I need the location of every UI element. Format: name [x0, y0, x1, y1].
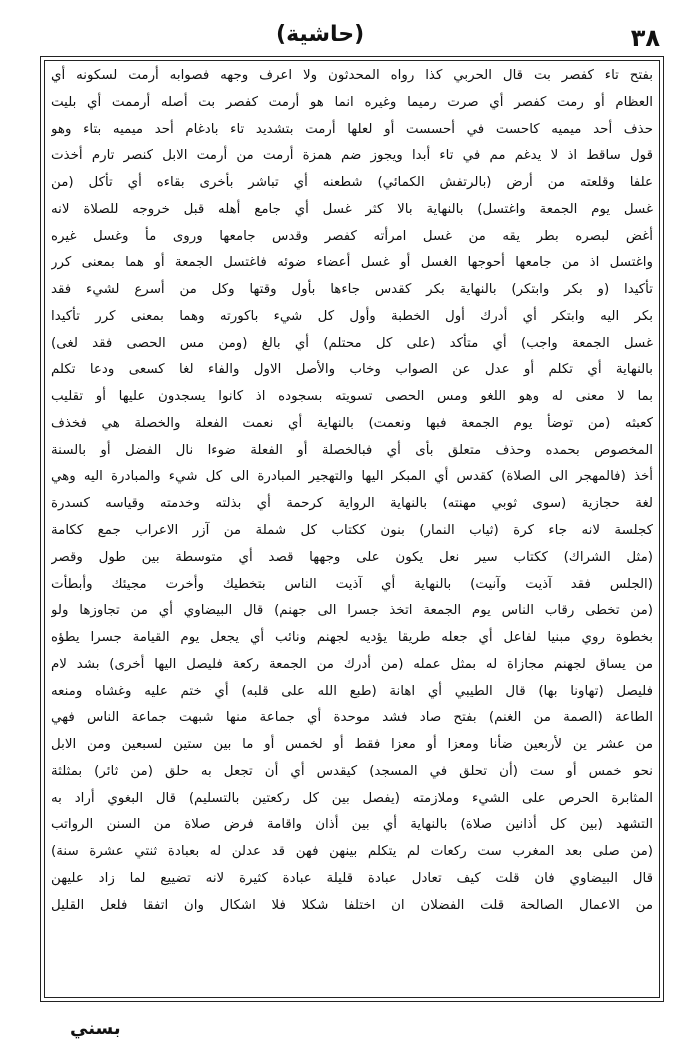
text-line: كعبثه (من توضأ يوم الجمعة فبها ونعمت) بالنهاية أي نعمت الفعلة والخصلة هي فخذف [51, 415, 653, 431]
text-line: أخذ (فالمهجر الى الصلاة) كقدس أي المبكر اليها والتهجير المبادرة الى كل شيء والمبادرة اليه وهي [51, 469, 653, 485]
text-line: كجلسة لانه جاء كرة (ثياب النمار) بنون ككتاب كل شملة من آزر الاعراب جمع ككامة [51, 523, 653, 539]
text-line: فليصل (تهاونا بها) قال الطيبي أي اهانة (طبع الله على قلبه) أي ختم عليه وغشاه ومنعه [51, 683, 653, 699]
text-line: بما لا معنى له وهو اللغو ومس الحصى تسويته بسجوده اذ كانوا يسجدون عليها أو تقليب [51, 389, 653, 405]
text-line: قال البيضاوي فان قلت كيف تعادل عبادة قليلة عبادة كثيرة لانه تضييع لما زاد عليهن [51, 870, 653, 886]
text-line: بخطوة روي مبنيا لفاعل أي جعله طريقا يؤديه لجهنم ونائب أي يجعل يوم القيامة جسرا يطؤه [51, 630, 653, 646]
text-line: تأكيدا (و بكر وابتكر) بالنهاية بكر كقدس جاءها بأول وقتها وكل من أسرع لشيء فقد [51, 282, 653, 298]
text-line: بالنهاية أي تكلم أو عدل عن الصواب وخاب والأصل الاول والفاء لغا كسعى ودعا تكلم [51, 362, 653, 378]
text-line: العظام أو رمت كفصر أي صرت رميما وغيره انما هو أرمت كفصر بت أصله أرممت أي بليت [51, 94, 653, 110]
text-line: المثابرة الحرص على الشيء وملازمته (يفصل بين كل ركعتين بالتسليم) قال البغوي أراد به [51, 790, 653, 806]
running-title: (حاشية) [276, 22, 365, 47]
text-line: لغة حجازية (سوى ثوبي مهنته) بالنهاية الرواية كرحمة أي بذلته وخدمته وقياسه كسدرة [51, 496, 653, 512]
text-line: المخصوص بحمده وحذف متعلق بأى أي فبالخصلة أو الفعلة ضوءا نال الفضل أو بالسنة [51, 442, 653, 458]
text-block [44, 60, 660, 998]
text-line: التشهد (بين كل أذانين صلاة) بالنهاية أي بين أذان واقامة فرض صلاة من السنن الرواتب [51, 817, 653, 833]
text-line: واغتسل اذ من جامعها أحوجها الغسل أو غسل أعضاء ضوئه فاغتسل الجمعة أو هما بمعنى كرر [51, 255, 653, 271]
page-header [40, 18, 660, 58]
text-line: غسل يوم الجمعة واغتسل) بالنهاية بالا كثر غسل أي جامع أهله قبل خروجه للصلاة لانه [51, 201, 653, 217]
text-line: الطاعة (الصمة من الغنم) بفتح صاد فشد موحدة أي جماعة منها شبهت جماعة الناس فهي [51, 710, 653, 726]
text-line: (مثل الشراك) ككتاب سير نعل يكون على وجهها قصد أي متوسطة بين طول وقصر [51, 549, 653, 565]
text-line: بكر اليه وابتكر أي أدرك أول الخطبة وأول كل شيء باكورته وهما بمعنى كرر تأكيدا [51, 308, 653, 324]
text-line: غسل الجمعة واجب) أي متأكد (على كل محتلم) أي بالغ (ومن مس الحصى فقد لغى) [51, 335, 653, 351]
text-line: حذف أحد ميميه كاحست في أحسست أو لعلها أرمت بتشديد تاء بادغام أحد ميميه بتاء وهو [51, 121, 653, 137]
text-line: من عشر ين لأربعين ضأنا ومعزا أو معزا فقط أو لخمس أو ما بين ستين لسبعين ومن الابل [51, 737, 653, 753]
left-margin [0, 56, 40, 1002]
text-line: (الجلس فقد آذيت وآنيت) بالنهاية أي آذيت الناس بتخطيك وأخرت مجيئك وأبطأت [51, 576, 653, 592]
text-line: علفا وقلعته من أرض (بالرتفش الكمائي) شطعنه أي تباشر بأخرى بقاءه أي تأكل (من [51, 175, 653, 191]
text-line: (من تخطى رقاب الناس يوم الجمعة اتخذ جسرا الى جهنم) قال البيضاوي أي من تجاوزها ولو [51, 603, 653, 619]
text-line: أغض لبصره بطر يقه من غسل امرأته كفصر وقدس جامعها وروى مأ وغسل غيره [51, 228, 653, 244]
text-line: من الاعمال الصالحة قلت الفضلان ان اختلفا شكلا فلا اشكال وان اتفقا فلعل القليل [51, 897, 653, 913]
page-number: ٣٨ [630, 24, 660, 52]
text-line: قول ساقط اذ لا يدغم مم في تاء أبدا ويجوز ضم همزة أرمت من أرمت الابل كنصر تارم أخذت [51, 148, 653, 164]
text-line: (من صلى بعد المغرب ست ركعات لم يتكلم بينهن فهن قد عدلن له بعبادة ثنتي عشرة سنة) [51, 844, 653, 860]
catchword: بسني [70, 1018, 121, 1039]
text-line: بفتح تاء كفصر بت قال الحربي كذا رواه المحدثون ولا اعرف وجهه فصوابه أرمت لسكونه أي [51, 68, 653, 83]
text-line: نحو خمس أو ست (أن تحلق في المسجد) كيقدس أي أن تجعل به حلق (من ثائر) بمثلثة [51, 763, 653, 779]
text-line: من يساق لجهنم مجازاة له بمثل عمله (من أدرك من الجمعة ركعة فليصل اليها أخرى) بشد لام [51, 656, 653, 672]
